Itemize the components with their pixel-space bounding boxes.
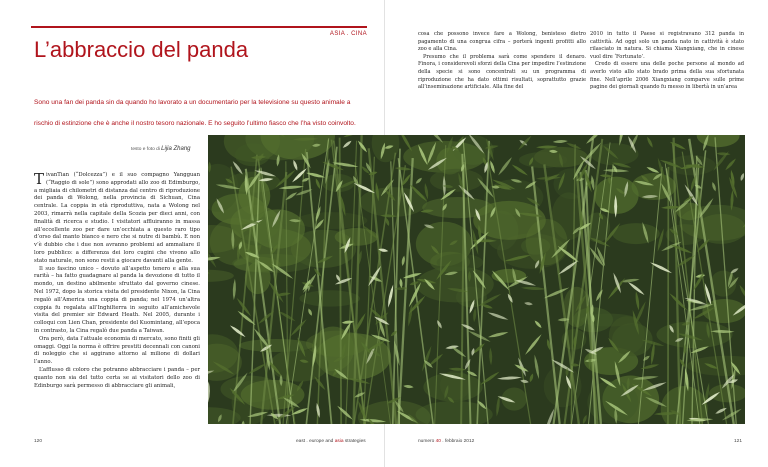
body-paragraph: cosa che possono invece fare a Wolong, benisteso dietro pagamento di una congrua cifra – porterà ingenti profitti allo zoo e alla Cina. [418,31,586,53]
article-title: L’abbraccio del panda [34,37,249,62]
drop-cap: T [34,170,45,188]
issue-number: 40 [435,439,441,444]
issue-info [418,439,474,444]
top-red-rule [31,26,367,28]
foliage-patch [609,316,645,354]
foliage-patch [473,201,546,240]
body-column-left [34,172,200,390]
issue-suffix: . febbraio 2012 [442,439,475,444]
foliage-patch [296,212,367,229]
foliage-patch [612,223,659,244]
body-paragraph: L’afflusso di coloro che potranno abbracciare i panda – per quanto non sia del tutto certa se ai visitatori dello zoo di Edinburgo sarà permesso di abbracciare gli animali, [34,366,200,389]
byline-prefix: testo e foto di [131,147,160,152]
body-paragraph [34,172,200,266]
magazine-name [296,439,366,444]
byline-author: Lijia Zhang [161,146,191,152]
body-paragraph: 2010 in tutto il Paese si registravano 312 panda in cattività. Ad oggi solo un panda nato in cattività è stato rilasciato in natura. Si chiama Xiangxiang, che in cinese vuol dire ‘Fortunato’. [590,31,744,60]
body-column-middle [418,31,586,92]
magazine-name-highlight: asia [334,439,344,444]
page-number-right: 121 [734,439,743,444]
magazine-name-suffix: strategies [344,439,366,444]
body-paragraph: Il suo fascino unico – dovuto all’aspetto tenero e alla sua rarità – ha fatto guadagnare al panda la devozione di tutto il mondo, un destino abilmente sfruttato dal governo cinese. Nel 1972, dopo la storica visita del presidente Nixon, la Cina regalò all’America una coppia di panda; nel 1974 un’altra coppia fu regalata all’Inghilterra in seguito all’amichevole visita del premier sir Edward Heath. Nel 2005, durante i colloqui con Lien Chan, presidente del Kuomintang, all’epoca in contrasto, la Cina regalò due panda a Taiwan. [34,265,200,334]
bamboo-forest-photo [208,135,745,424]
section-tag: ASIA . CINA [329,31,367,37]
byline [131,146,191,152]
body-paragraph: Ora però, data l’attuale economia di mercato, sono finiti gli omaggi. Oggi la norma è offrire prestiti decennali con canoni di noleggio che si aggirano attorno al milione di dollari l’anno. [34,335,200,366]
body-paragraph-text: ivanTian (“Dolcezza”) e il suo compagno Yangguan (“Raggio di sole”) sono approdati allo zoo di Edimburgo, a migliaia di chilometri di distanza dal centro di riproduzione dei panda di Wolong, nella provincia di Sichuan, Cina centrale. La coppia in età riproduttiva, nata a Wolong nel 2003, rimarrà nella capitale della Scozia per dieci anni, con finalità di ricerca e studio. I visitatori affluiranno in massa all’eccellente zoo per dare un’occhiata a questo raro tipo d’orso dal manto bianco e nero che si nutre di bambù. E non v’è dubbio che i due non avranno problemi ad ammaliare il loro pubblico: a differenza dei loro cugini che vivono allo stato naturale, non sono restii a giocare davanti alla gente. [34,172,200,264]
magazine-name-prefix: east . europe and [296,439,334,444]
body-paragraph: Credo di essere una delle poche persone al mondo ad averlo visto allo stato brado prima della sua sfortunata fine. Nell’aprile 2006 Xiangxiang comparve sulle prime pagine dei giornali quando fu messo in libertà in un’area [590,61,744,91]
page-number-left: 120 [34,439,43,444]
body-paragraph: Presumo che il problema sarà come spendere il denaro. Finora, i considerevoli sforzi della Cina per impedire l’estinzione della specie si sono concentrati su un programma di riproduzione che ha dato ottimi risultati, soprattutto grazie all’inseminazione artificiale. Alla fine del [418,53,586,91]
issue-prefix: numero [418,439,435,444]
foliage-patch [430,169,483,192]
article-standfirst: Sono una fan dei panda sin da quando ho lavorato a un documentario per la televisione su questo animale a rischio di estinzione che è anche il nostro tesoro nazionale. E ho seguito l’ultimo fiasco che l’ha visto coinvolto. [34,99,356,127]
body-column-right [590,31,744,92]
bamboo-photo-canvas [208,135,745,424]
